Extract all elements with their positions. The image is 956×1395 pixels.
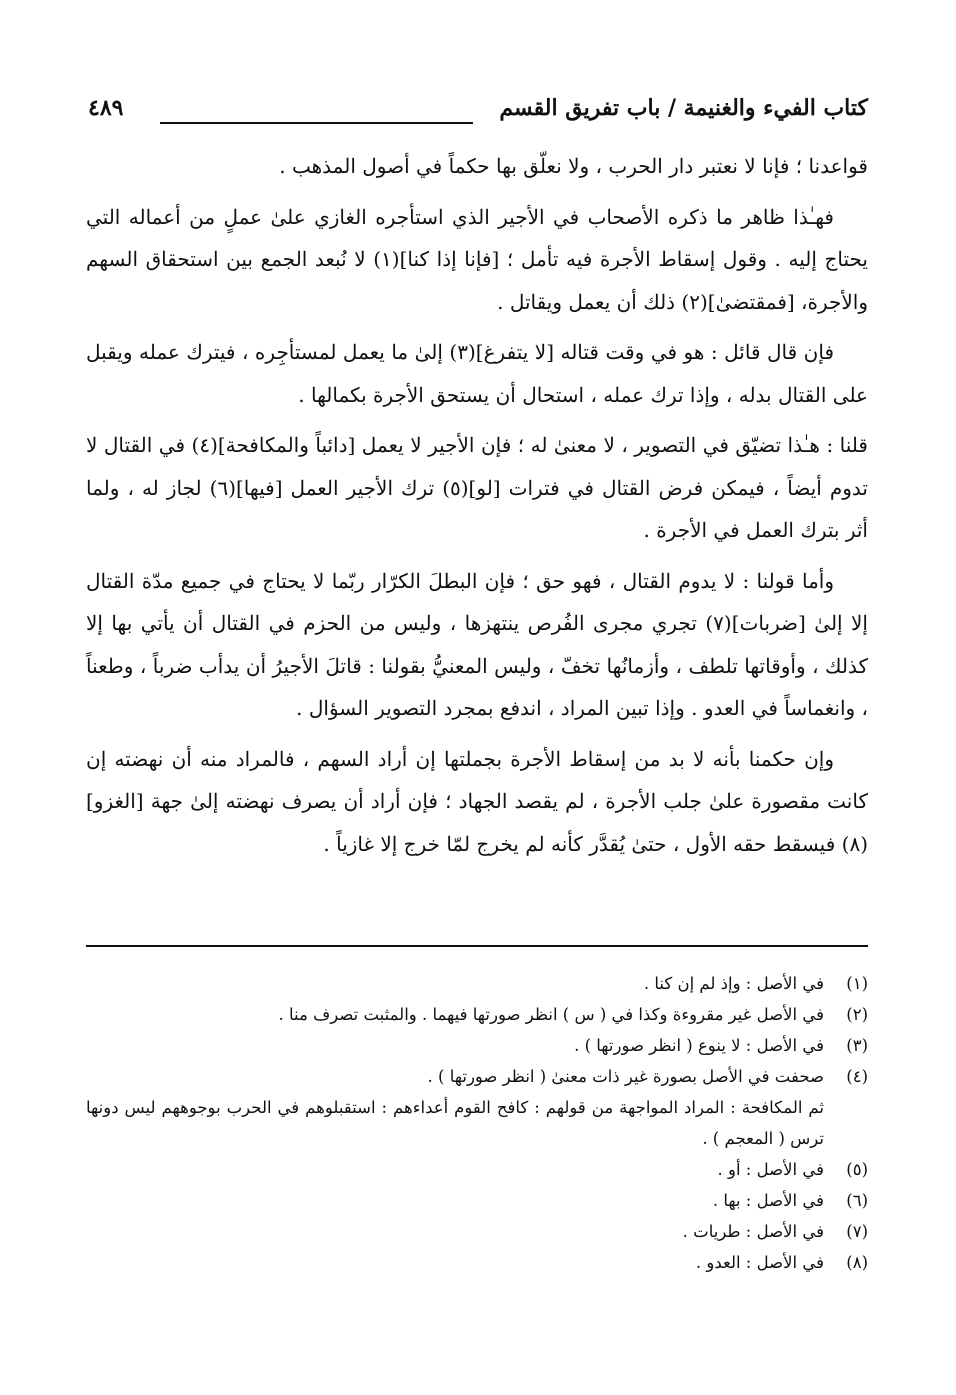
paragraph: قواعدنا ؛ فإنا لا نعتبر دار الحرب ، ولا نعلّق بها حكماً في أصول المذهب . <box>279 154 868 178</box>
paragraph: قلنا : هـٰذا تضيّق في التصوير ، لا معنىٰ له ؛ فإن الأجير لا يعمل [دائباً والمكافحة](٤) في القتال لا تدوم أيضاً ، فيمكن فرض القتال في فترات [لو](٥) ترك الأجير العمل [فيها](٦) لجاز له ، ولما أثر بترك العمل في الأجرة . <box>86 433 868 542</box>
footnote-number: (٢) <box>846 1005 868 1024</box>
footnote-text: في الأصل : لا ينوع ( انظر صورتها ) . <box>574 1036 824 1055</box>
paragraph: وأما قولنا : لا يدوم القتال ، فهو حق ؛ فإن البطلَ الكرّار ربّما لا يحتاج في جميع مدّة القتال إلا إلىٰ [ضربات](٧) تجري مجرى الفُرص ينتهزها ، وليس من الحزم في القتال أن يأتي بها إلا كذلك ، وأوقاتها تلطف ، وأزمانُها تخفّ ، وليس المعنيُّ بقولنا : قاتلَ الأجيرُ أن يدأب ضرباً ، وطعناً ، وانغماساً في العدو . وإذا تبين المراد ، اندفع بمجرد التصوير السؤال . <box>86 568 868 720</box>
footnotes <box>86 968 868 1278</box>
footnote <box>86 1154 868 1185</box>
paragraph: وإن حكمنا بأنه لا بد من إسقاط الأجرة بجملتها إن أراد السهم ، فالمراد منه أن نهضته إن كانت مقصورة علىٰ جلب الأجرة ، لم يقصد الجهاد ؛ فإن أراد أن يصرف نهضته إلىٰ جهة [الغزو](٨) فيسقط حقه الأول ، حتىٰ يُقدَّر كأنه لم يخرج لمّا خرج إلا غازياً . <box>86 746 868 856</box>
footnote <box>86 968 868 999</box>
header-rule <box>160 122 473 124</box>
paragraph: فإن قال قائل : هو في وقت قتاله [لا يتفرغ](٣) إلىٰ ما يعمل لمستأجِره ، فيترك عمله ويقبل على القتال بدله ، وإذا ترك عمله ، استحال أن يستحق الأجرة بكمالها . <box>86 340 868 407</box>
footnote <box>86 1216 868 1247</box>
footnote <box>86 1185 868 1216</box>
page-number: ٤٨٩ <box>88 95 124 121</box>
footnote-continuation: ثم المكافحة : المراد المواجهة من قولهم : كافح القوم أعداءهم : استقبلوهم في الحرب بوجوههم ليس دونها ترس ( المعجم ) . <box>86 1098 824 1148</box>
footnote-number: (٧) <box>846 1222 868 1241</box>
footnote-number: (٨) <box>846 1253 868 1272</box>
footnote-text: في الأصل : طريات . <box>682 1222 824 1241</box>
running-title: كتاب الفيء والغنيمة / باب تفريق القسم <box>499 95 868 121</box>
footnote-text: صحفت في الأصل بصورة غير ذات معنىٰ ( انظر صورتها ) . <box>427 1067 824 1086</box>
running-header <box>88 95 868 135</box>
footnote-number: (١) <box>846 974 868 993</box>
footnote <box>86 1247 868 1278</box>
footnote-number: (٤) <box>846 1067 868 1086</box>
footnote-text: في الأصل : وإذ لم إن كنا . <box>643 974 824 993</box>
main-text <box>86 145 868 873</box>
footnote-text: في الأصل غير مقروءة وكذا في ( س ) انظر صورتها فيهما . والمثبت تصرف منا . <box>278 1005 824 1024</box>
footnote-number: (٣) <box>846 1036 868 1055</box>
footnote-number: (٦) <box>846 1191 868 1210</box>
paragraph: فهـٰذا ظاهر ما ذكره الأصحاب في الأجير الذي استأجره الغازي علىٰ عملٍ من أعماله التي يحتاج إليه . وقول إسقاط الأجرة فيه تأمل ؛ [فإنا إذا كنا](١) لا نُبعد الجمع بين استحقاق السهم والأجرة، [فمقتضىٰ](٢) ذلك أن يعمل ويقاتل . <box>86 204 868 314</box>
footnote <box>86 1030 868 1061</box>
footnote-number: (٥) <box>846 1160 868 1179</box>
footnote-text: في الأصل : بها . <box>712 1191 824 1210</box>
footnote <box>86 1061 868 1092</box>
footnote-text: في الأصل : العدو . <box>695 1253 824 1272</box>
footnote <box>86 999 868 1030</box>
footnote-text: في الأصل : أو . <box>717 1160 824 1179</box>
footnote-separator <box>86 945 868 947</box>
